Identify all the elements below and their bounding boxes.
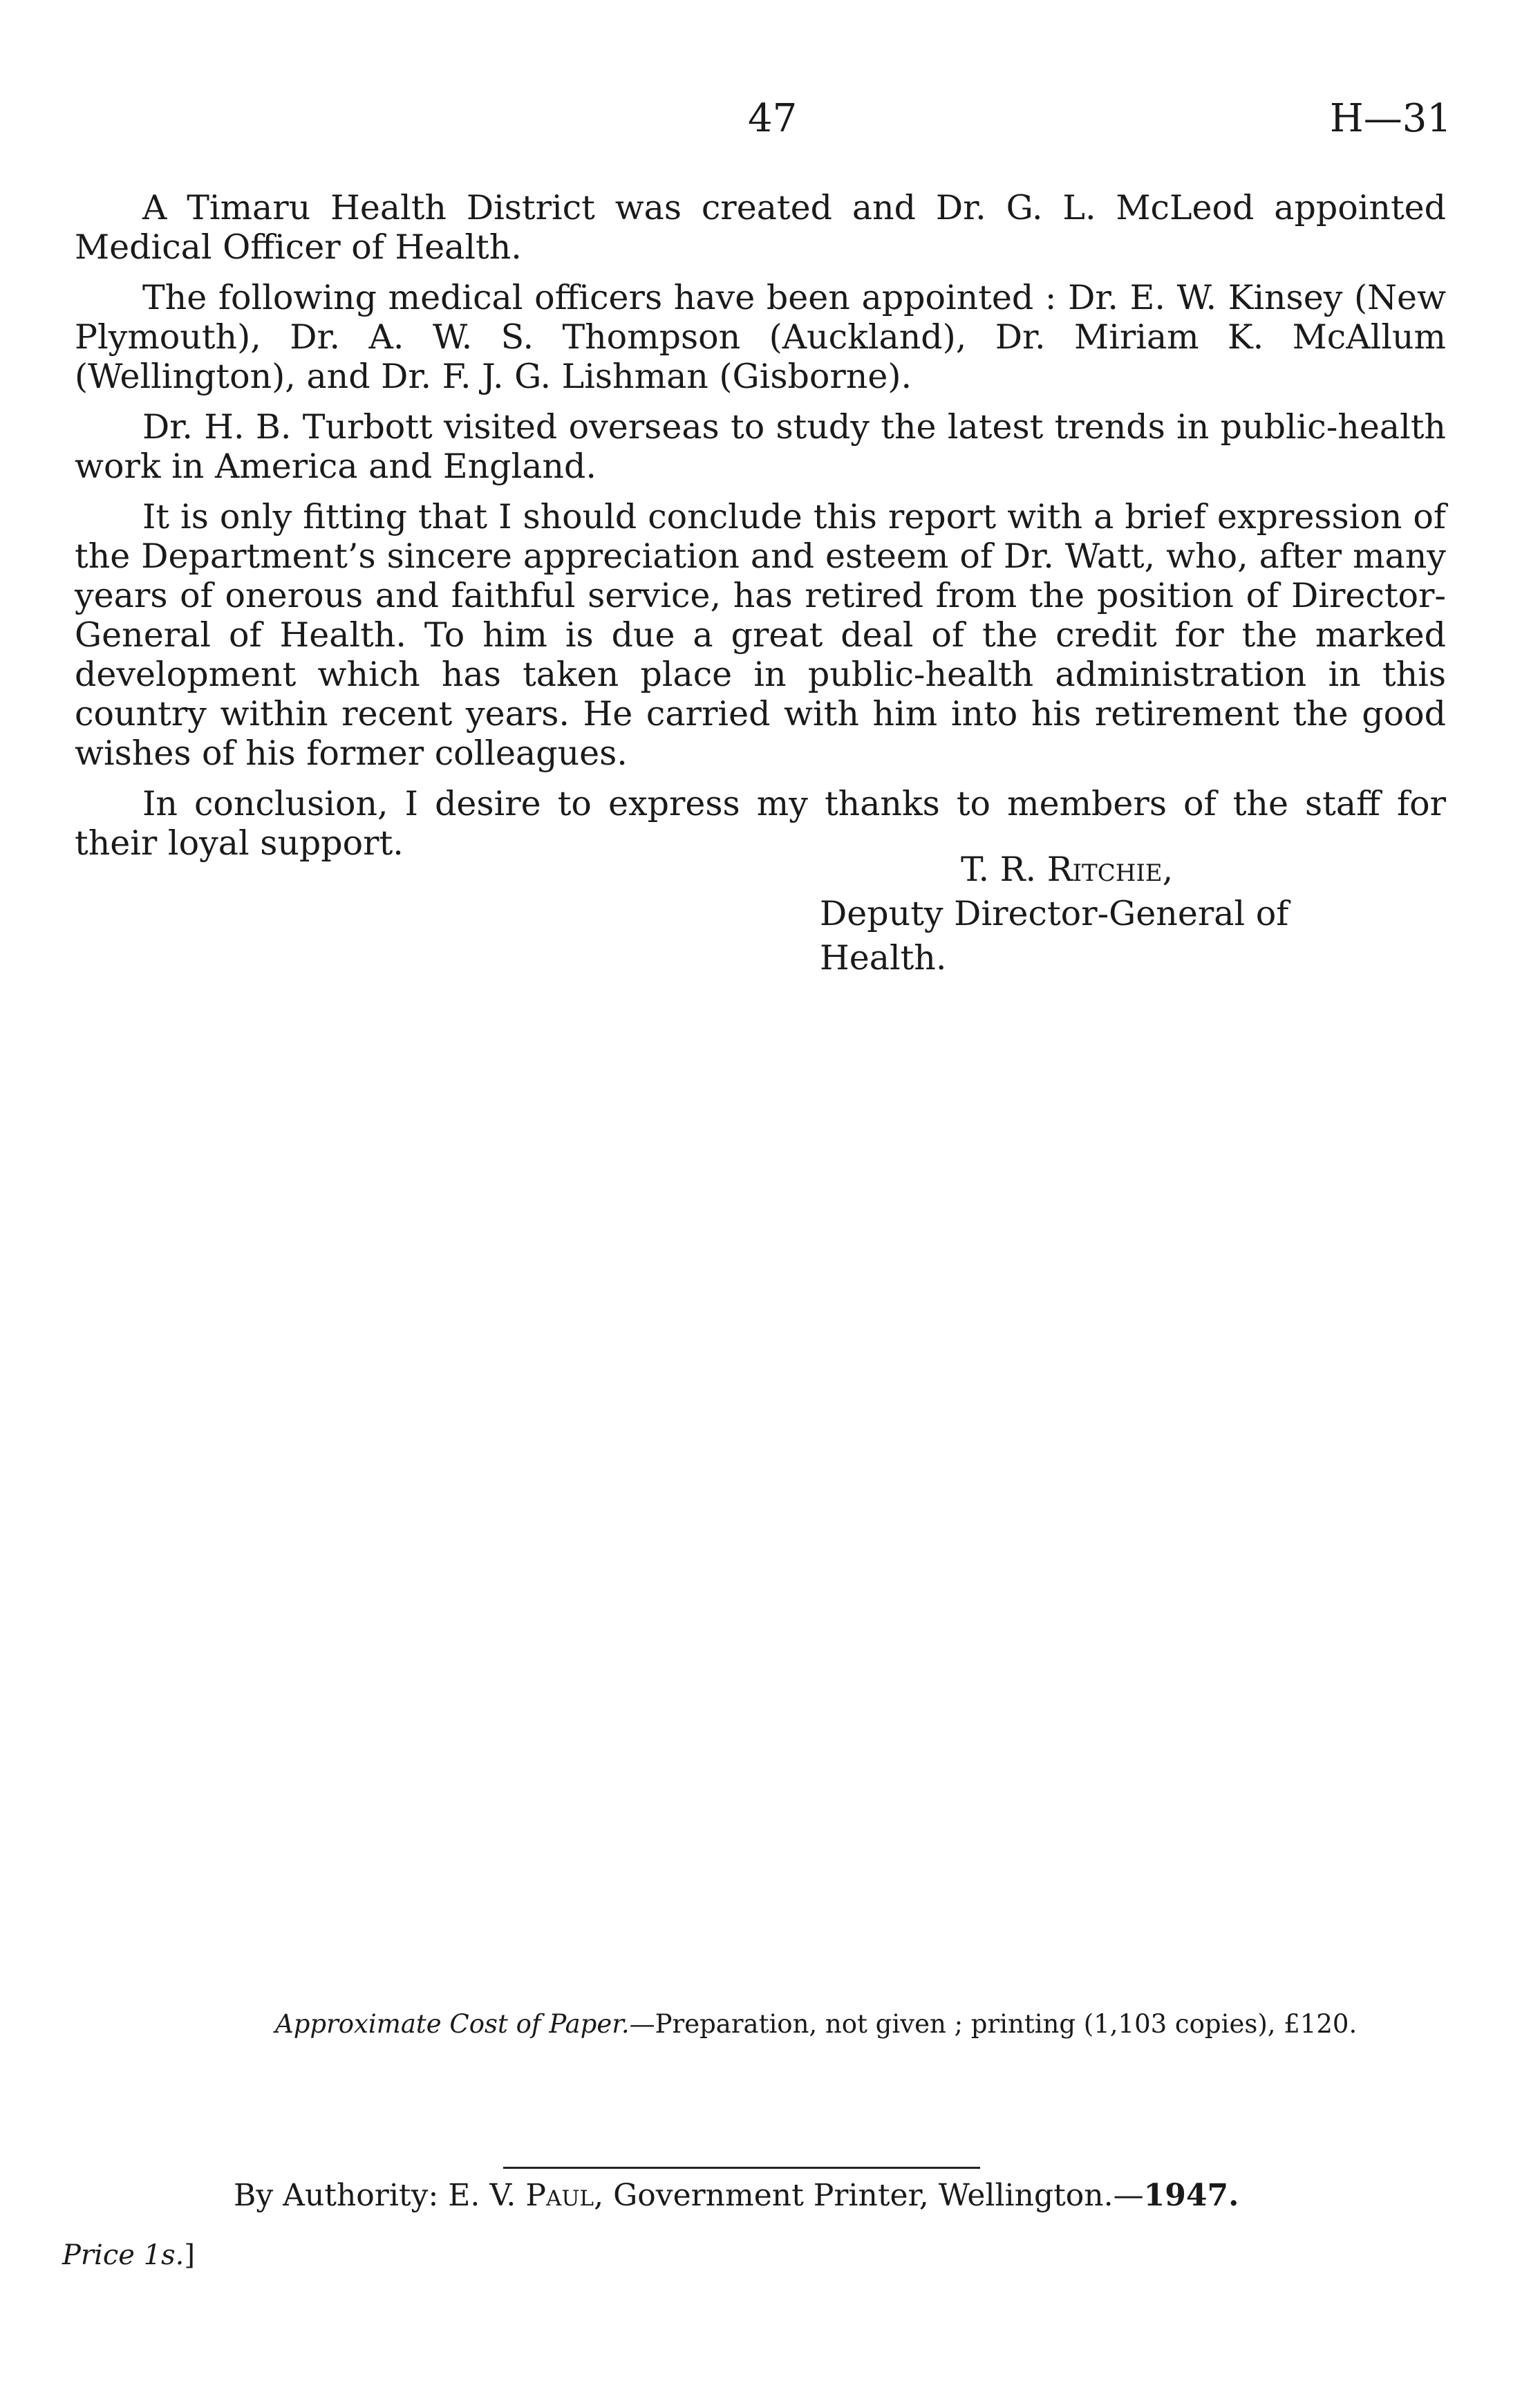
paragraph-appointments: The following medical officers have been appointed : Dr. E. W. Kinsey (New Plymouth), Dr. A. W. S. Thompson (Auckland), Dr. Miriam K. McAllum (Wellington), and Dr. F. J. G. Lishman (Gisborne).: [75, 278, 1446, 396]
document-reference: H—31: [1329, 96, 1452, 141]
signatory-surname: Ritchie,: [1046, 850, 1174, 889]
paragraph-appreciation: It is only fitting that I should conclude this report with a brief expression of the Department’s sincere appreciation and esteem of Dr. Watt, who, after many years of onerous and faithful service, has retired from the position of Director-General of Health. To him is due a great deal of the credit for the marked development which has taken place in public-health administration in this country within recent years. He carried with him into his retirement the good wishes of his former colleagues.: [75, 497, 1446, 773]
paragraph-conclusion: In conclusion, I desire to express my thanks to members of the staff for their loyal support.: [75, 784, 1446, 863]
cost-text: —Preparation, not given ; printing (1,103 copies), £120.: [629, 2009, 1358, 2039]
page-number: 47: [748, 96, 798, 141]
signatory-name: [820, 848, 1373, 892]
report-body: [75, 188, 1446, 874]
imprint-year: 1947.: [1143, 2178, 1239, 2213]
printer-surname: Paul,: [525, 2178, 604, 2213]
price-bracket: ]: [184, 2239, 195, 2271]
paragraph-timaru: A Timaru Health District was created and Dr. G. L. McLeod appointed Medical Officer of Health.: [75, 188, 1446, 267]
cost-label: Approximate Cost of Paper.: [275, 2009, 630, 2039]
paragraph-turbott: Dr. H. B. Turbott visited overseas to study the latest trends in public-health work in America and England.: [75, 407, 1446, 486]
signatory-initials: T. R.: [961, 850, 1047, 889]
authority-prefix: By Authority: E. V.: [234, 2178, 526, 2213]
printer-imprint: [234, 2178, 1239, 2214]
printer-rest: Government Printer, Wellington.—: [603, 2178, 1144, 2213]
signatory-title: Deputy Director-General of Health.: [820, 894, 1289, 978]
price-label: Price 1s.: [62, 2239, 185, 2271]
footer-divider: [503, 2167, 980, 2169]
price-note: [62, 2239, 195, 2272]
cost-note: [275, 2009, 1357, 2040]
signature-block: [820, 848, 1373, 980]
